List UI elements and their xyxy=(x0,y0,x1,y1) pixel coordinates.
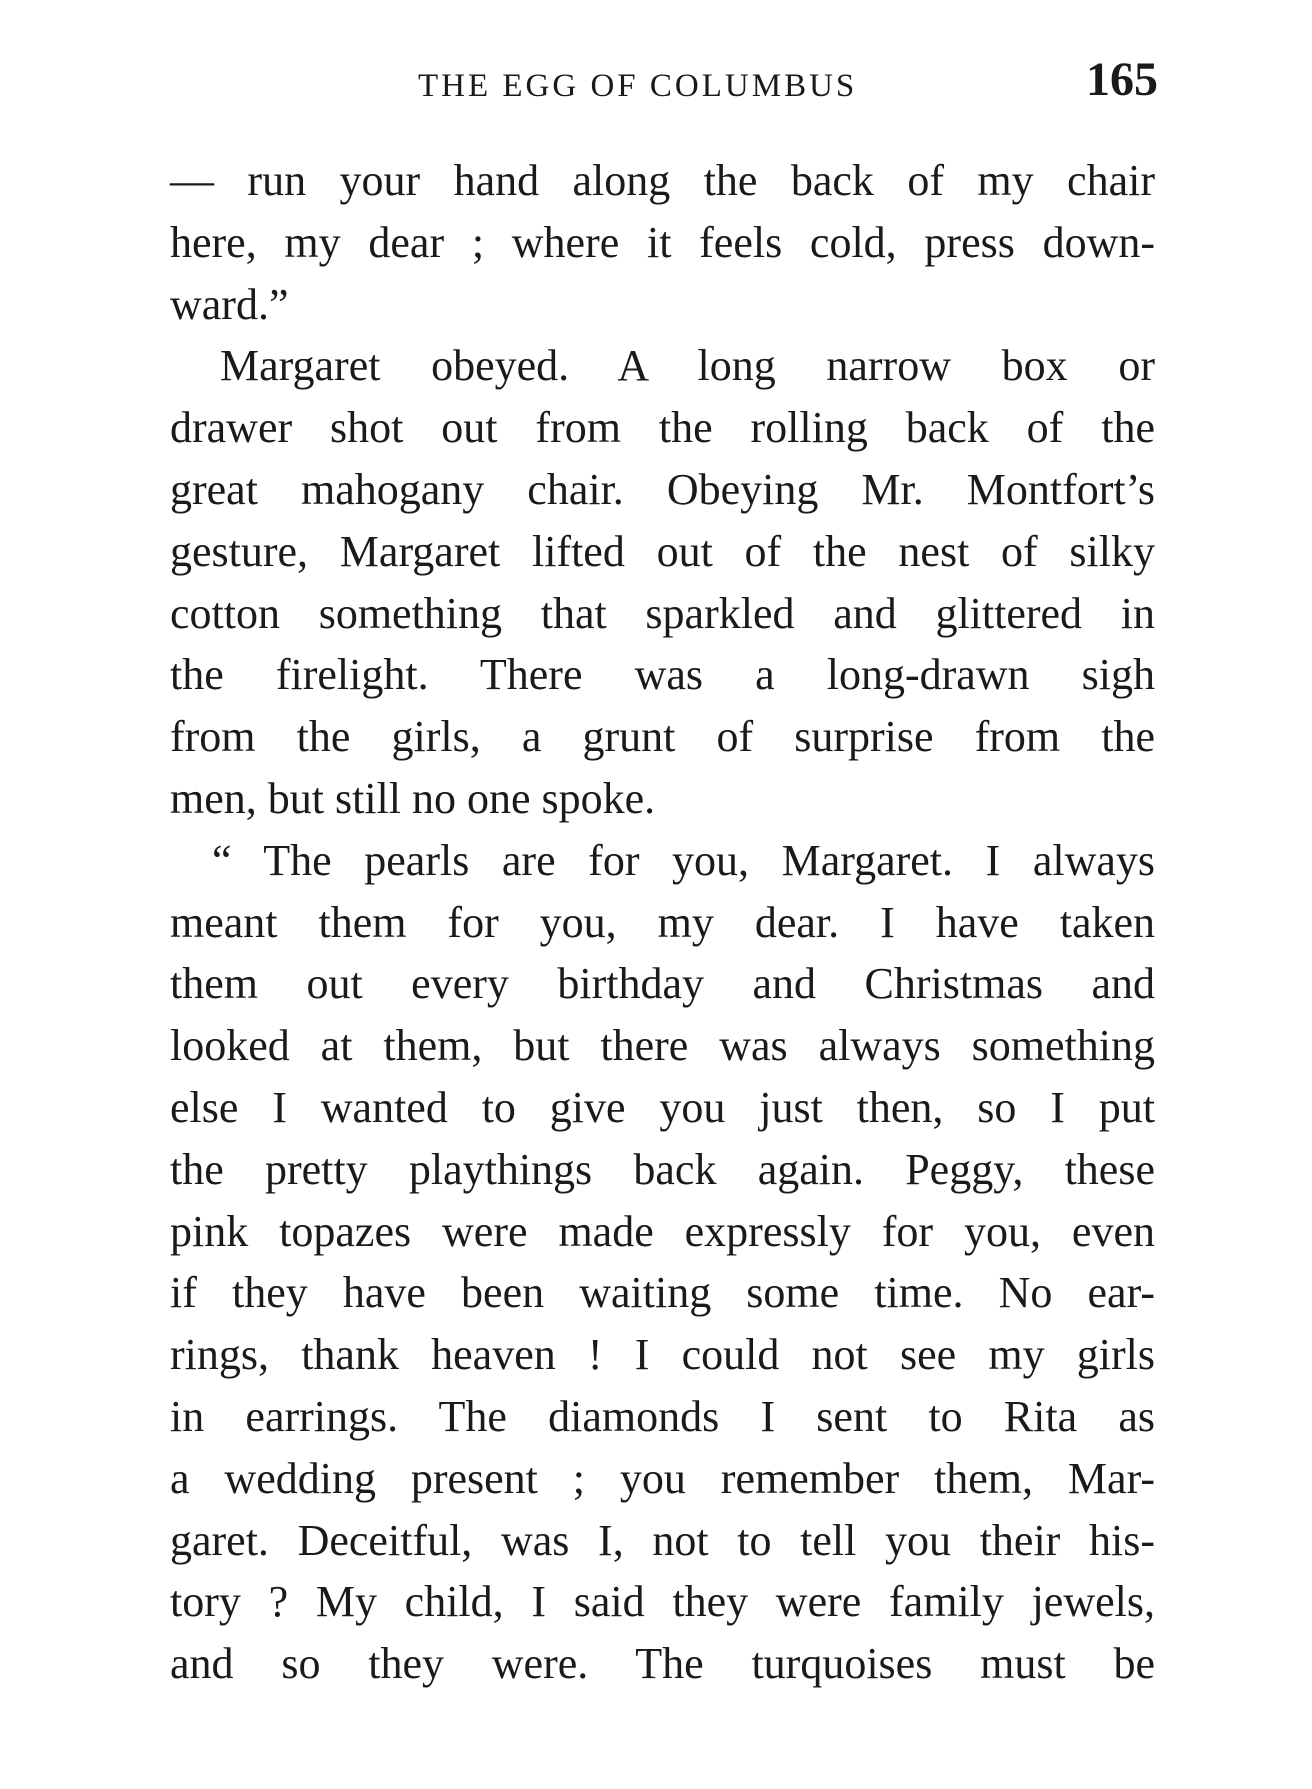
text-line: drawer shot out from the rolling back of the xyxy=(170,403,1155,453)
text-line: — run your hand along the back of my chair xyxy=(170,156,1155,205)
text-line: rings, thank heaven ! I could not see my girls xyxy=(170,1330,1155,1380)
text-line: and so they were. The turquoises must be xyxy=(170,1639,1155,1689)
text-line: Margaret obeyed. A long narrow box or xyxy=(220,341,1155,391)
text-line: them out every birthday and Christmas and xyxy=(170,959,1155,1009)
text-line: gesture, Margaret lifted out of the nest of silky xyxy=(170,526,1155,576)
text-line: the pretty playthings back again. Peggy, these xyxy=(170,1144,1155,1194)
text-line: meant them for you, my dear. I have taken xyxy=(170,897,1155,947)
text-line: ward.” xyxy=(170,279,289,329)
text-line: “ The pearls are for you, Margaret. I always xyxy=(212,835,1155,885)
text-line: a wedding present ; you remember them, Mar- xyxy=(170,1453,1155,1503)
text-line: in earrings. The diamonds I sent to Rita as xyxy=(170,1391,1155,1441)
text-line: the firelight. There was a long-drawn sigh xyxy=(170,650,1155,700)
text-line: men, but still no one spoke. xyxy=(170,773,656,823)
running-head xyxy=(168,53,1158,128)
text-line: pink topazes were made expressly for you, even xyxy=(170,1206,1155,1256)
text-line: cotton something that sparkled and glittered in xyxy=(170,588,1155,638)
text-line: else I wanted to give you just then, so I put xyxy=(170,1082,1155,1132)
text-line: if they have been waiting some time. No ear- xyxy=(170,1268,1155,1318)
text-line: tory ? My child, I said they were family jewels, xyxy=(170,1577,1155,1627)
text-line: garet. Deceitful, was I, not to tell you their his- xyxy=(170,1515,1155,1565)
text-line: looked at them, but there was always something xyxy=(170,1021,1155,1071)
page-number: 165 xyxy=(1086,53,1158,106)
text-line: great mahogany chair. Obeying Mr. Montfort’s xyxy=(170,464,1155,514)
text-line: from the girls, a grunt of surprise from the xyxy=(170,712,1155,762)
text-line: here, my dear ; where it feels cold, press down- xyxy=(170,217,1155,267)
body-text xyxy=(170,150,1155,1695)
running-head-title: THE EGG OF COLUMBUS xyxy=(418,68,858,104)
